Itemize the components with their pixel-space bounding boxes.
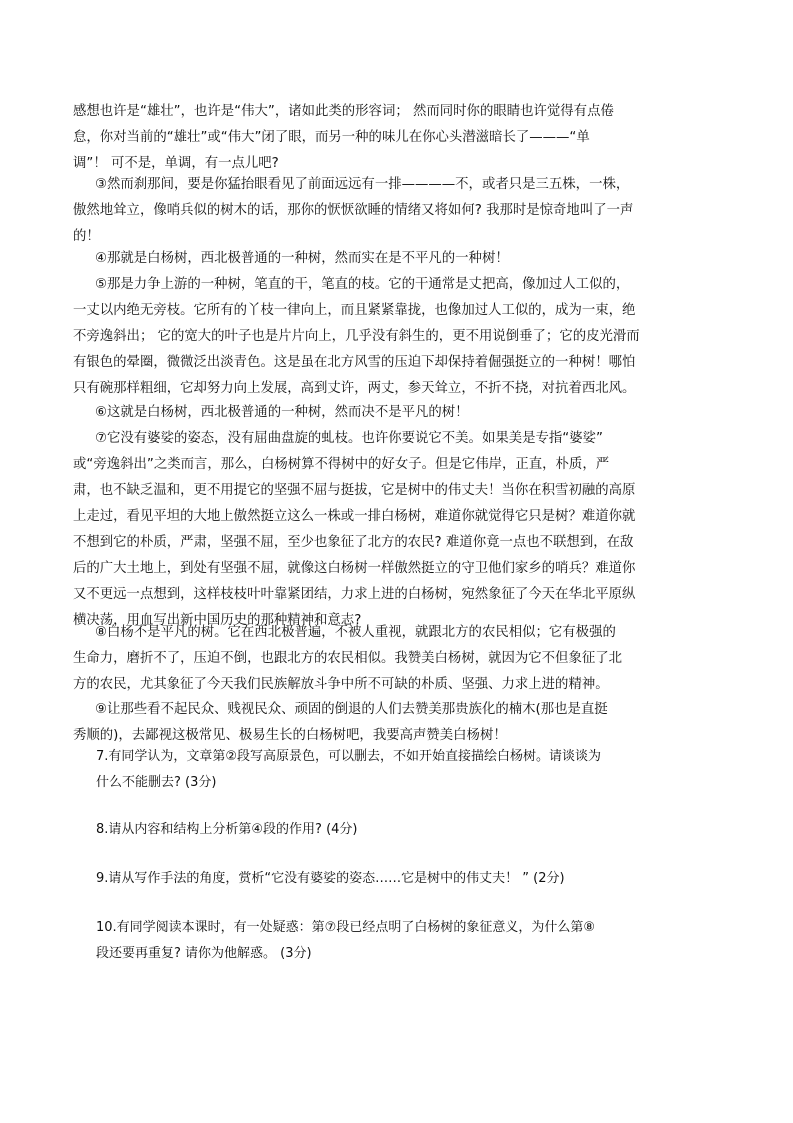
text-line: 感想也许是“雄壮”，也许是“伟大”，诸如此类的形容词； 然而同时你的眼睛也许觉得有点倦 (73, 104, 614, 119)
text-line: ⑥这就是白杨树，西北极普通的一种树，然而决不是平凡的树！ (95, 405, 469, 420)
text-line: 傲然地耸立，像哨兵似的树木的话，那你的恹恹欲睡的情绪又将如何? 我那时是惊奇地叫了一声 (73, 203, 634, 218)
question-text-line: 什么不能删去? (3分) (96, 775, 217, 790)
question-text-line: 7.有同学认为，文章第②段写高原景色，可以删去，不如开始直接描绘白杨树。请谈谈为 (96, 749, 602, 764)
text-line: 又不更远一点想到，这样枝枝叶叶靠紧团结，力求上进的白杨树，宛然象征了今天在华北平原纵 (73, 587, 636, 602)
text-line: ⑦它没有婆娑的姿态，没有屈曲盘旋的虬枝。也许你要说它不美。如果美是专指“婆娑” (95, 431, 603, 446)
question-7 (96, 744, 702, 796)
passage-paragraph-5 (73, 272, 701, 402)
question-text-line: 段还要再重复? 请你为他解惑。 (3分) (96, 946, 312, 961)
passage-paragraph-7 (73, 426, 701, 634)
text-line: 肃，也不缺乏温和，更不用提它的坚强不屈与挺拔，它是树中的伟丈夫！当你在积雪初融的高原 (73, 483, 636, 498)
question-10 (96, 915, 702, 967)
question-text-line: 9.请从写作手法的角度，赏析“它没有婆娑的姿态……它是树中的伟丈夫！ ” (2分) (96, 871, 565, 886)
passage-paragraph-continued (73, 99, 701, 177)
text-line: 一丈以内绝无旁枝。它所有的丫枝一律向上，而且紧紧靠拢，也像加过人工似的，成为一束，绝 (73, 303, 636, 318)
text-line: 只有碗那样粗细，它却努力向上发展，高到丈许，两丈，参天耸立，不折不挠，对抗着西北风。 (73, 381, 636, 396)
text-line: 秀顺的)，去鄙视这极常见、极易生长的白杨树吧，我要高声赞美白杨树！ (73, 728, 507, 743)
text-line: 不想到它的朴质，严肃，坚强不屈，至少也象征了北方的农民? 难道你竟一点也不联想到，在敌 (73, 535, 634, 550)
text-line: ⑤那是力争上游的一种树，笔直的干，笔直的枝。它的干通常是丈把高，像加过人工似的， (95, 277, 630, 292)
question-8 (96, 817, 702, 843)
text-line: 或“旁逸斜出”之类而言，那么，白杨树算不得树中的好女子。但是它伟岸，正直，朴质，严 (73, 457, 610, 472)
text-line: 的！ (73, 229, 100, 244)
question-text-line: 10.有同学阅读本课时，有一处疑惑：第⑦段已经点明了白杨树的象征意义，为什么第⑧ (96, 920, 595, 935)
text-line: 横决荡，用血写出新中国历史的那种精神和意志? (73, 613, 362, 628)
text-line: ④那就是白杨树，西北极普通的一种树，然而实在是不平凡的一种树！ (95, 251, 509, 266)
text-line: 调”！ 可不是，单调，有一点儿吧? (73, 156, 279, 171)
passage-paragraph-4 (73, 246, 701, 272)
text-line: 有银色的晕圈，微微泛出淡青色。这是虽在北方风雪的压迫下却保持着倔强挺立的一种树！哪怕 (73, 355, 636, 370)
passage-paragraph-9 (73, 697, 701, 749)
passage-paragraph-6 (73, 400, 701, 426)
passage-paragraph-8 (73, 620, 701, 698)
text-line: 生命力，磨折不了，压迫不倒，也跟北方的农民相似。我赞美白杨树，就因为它不但象征了北 (73, 651, 623, 666)
text-line: ⑨让那些看不起民众、贱视民众、顽固的倒退的人们去赞美那贵族化的楠木(那也是直挺 (95, 702, 608, 717)
text-line: 后的广大土地上，到处有坚强不屈，就像这白杨树一样傲然挺立的守卫他们家乡的哨兵？难道你 (73, 561, 636, 576)
text-line: ⑧白杨不是平凡的树。它在西北极普遍，不被人重视，就跟北方的农民相似；它有极强的 (95, 625, 616, 640)
text-line: ③然而刹那间，要是你猛抬眼看见了前面远远有一排————不，或者只是三五株，一株， (95, 177, 630, 192)
text-line: 不旁逸斜出； 它的宽大的叶子也是片片向上，几乎没有斜生的，更不用说倒垂了；它的皮光滑而 (73, 329, 640, 344)
question-text-line: 8.请从内容和结构上分析第④段的作用? (4分) (96, 822, 358, 837)
text-line: 上走过，看见平坦的大地上傲然挺立这么一株或一排白杨树，难道你就觉得它只是树？难道你就 (73, 509, 636, 524)
passage-paragraph-3 (73, 172, 701, 250)
text-line: 方的农民，尤其象征了今天我们民族解放斗争中所不可缺的朴质、坚强、力求上进的精神。 (73, 677, 609, 692)
text-line: 怠，你对当前的“雄壮”或“伟大”闭了眼，而另一种的味儿在你心头潜滋暗长了———“单 (73, 130, 590, 145)
question-9 (96, 866, 702, 892)
